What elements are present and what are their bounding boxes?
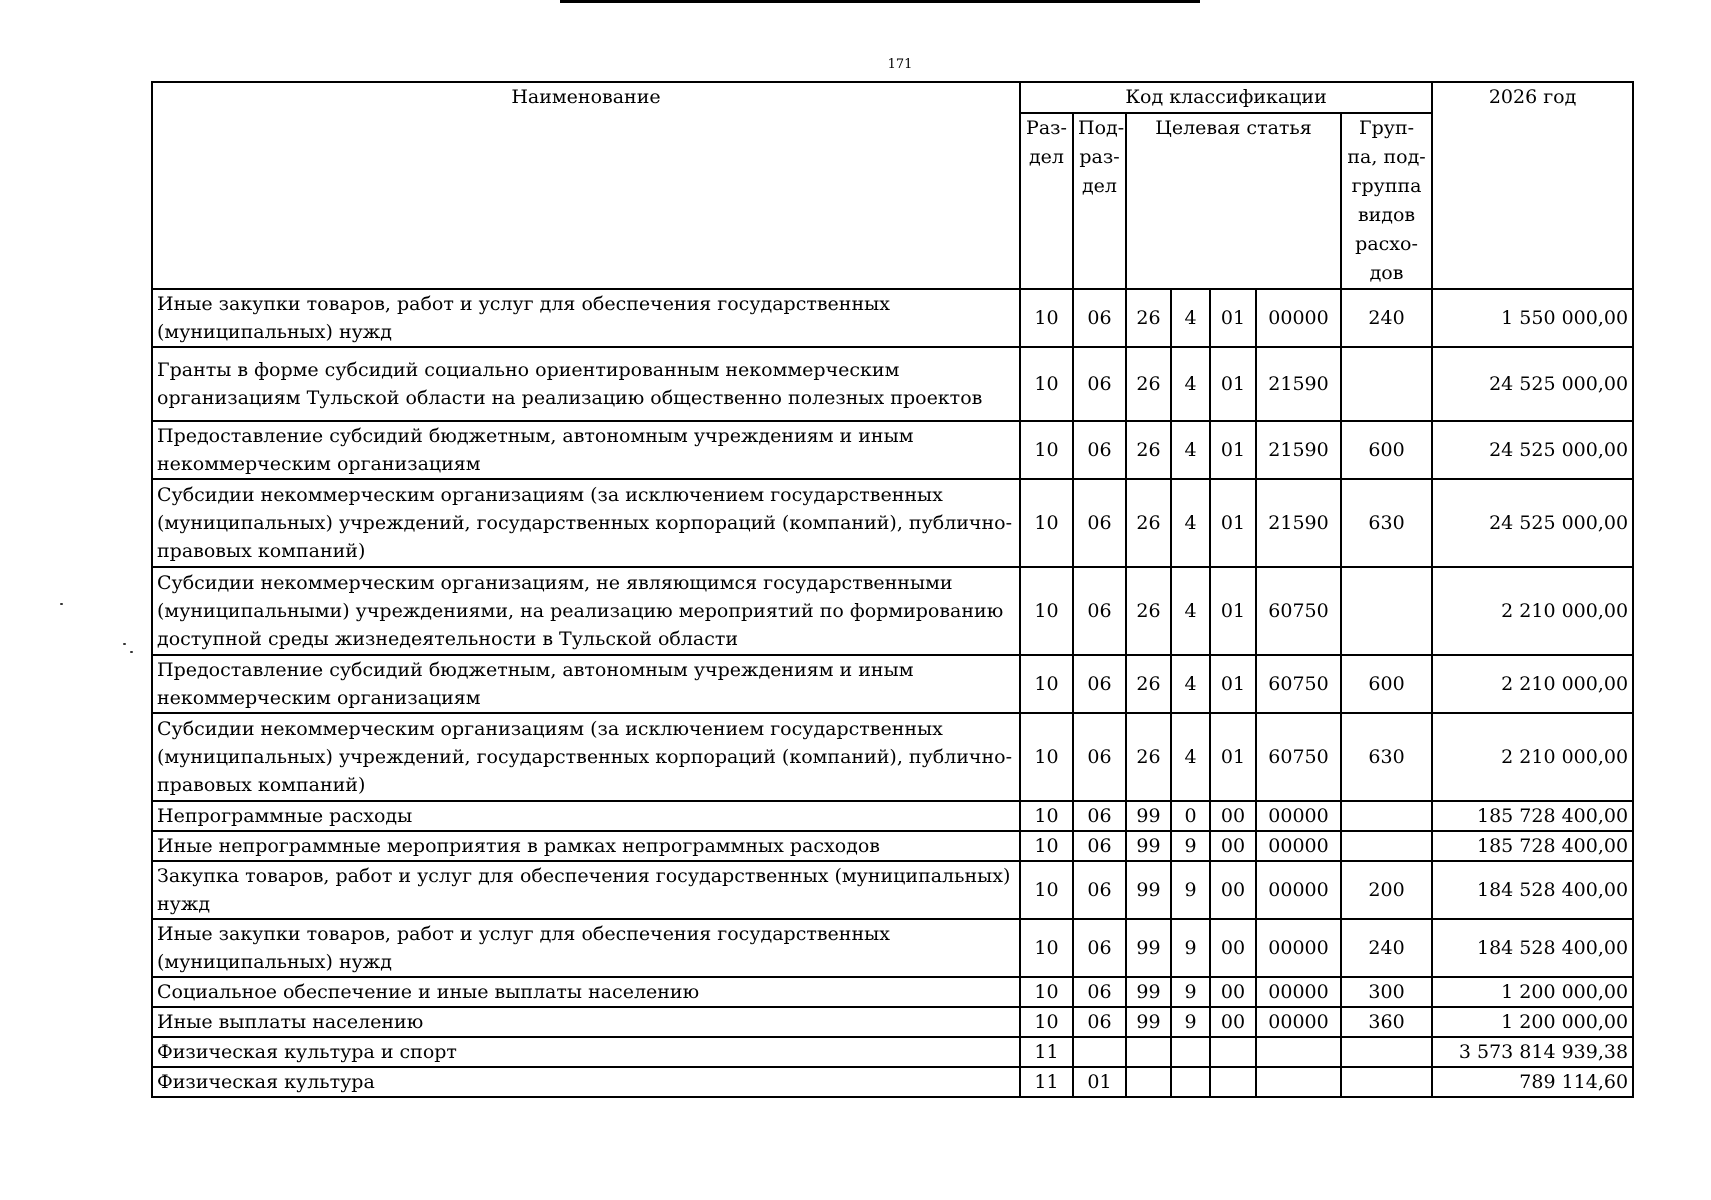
scan-speck: [60, 603, 63, 605]
row-target-program-cell: 99: [1126, 977, 1171, 1007]
row-target-type-cell: 4: [1171, 347, 1210, 421]
row-podrazdel-cell: 06: [1073, 713, 1126, 801]
table-row: [152, 1007, 1633, 1037]
row-target-direction-cell: [1256, 1067, 1341, 1097]
row-amount-cell: 184 528 400,00: [1432, 861, 1633, 919]
row-expense-group-cell: [1341, 1067, 1432, 1097]
row-target-subprogram-cell: 00: [1210, 919, 1256, 977]
row-razdel-cell: 10: [1020, 801, 1073, 831]
row-razdel-cell: 10: [1020, 861, 1073, 919]
row-podrazdel-cell: 06: [1073, 861, 1126, 919]
row-target-subprogram-cell: 00: [1210, 861, 1256, 919]
row-expense-group-cell: [1341, 831, 1432, 861]
row-target-direction-cell: 60750: [1256, 567, 1341, 655]
row-expense-group-cell: 600: [1341, 655, 1432, 713]
row-name-cell: Иные закупки товаров, работ и услуг для обеспечения государственных (муниципальных) нужд: [152, 919, 1020, 977]
header-year: 2026 год: [1432, 82, 1633, 289]
row-target-direction-cell: 00000: [1256, 977, 1341, 1007]
row-podrazdel-cell: 06: [1073, 421, 1126, 479]
row-expense-group-cell: [1341, 347, 1432, 421]
row-target-type-cell: 9: [1171, 831, 1210, 861]
table-row: [152, 567, 1633, 655]
row-podrazdel-cell: 06: [1073, 831, 1126, 861]
row-podrazdel-cell: 06: [1073, 655, 1126, 713]
row-podrazdel-cell: 06: [1073, 567, 1126, 655]
row-name-cell: Предоставление субсидий бюджетным, автономным учреждениям и иным некоммерческим организациям: [152, 655, 1020, 713]
row-target-direction-cell: 00000: [1256, 289, 1341, 347]
row-razdel-cell: 10: [1020, 831, 1073, 861]
row-amount-cell: 185 728 400,00: [1432, 831, 1633, 861]
row-target-direction-cell: 21590: [1256, 479, 1341, 567]
row-target-program-cell: 26: [1126, 655, 1171, 713]
row-amount-cell: 2 210 000,00: [1432, 713, 1633, 801]
row-podrazdel-cell: 06: [1073, 1007, 1126, 1037]
row-name-cell: Физическая культура и спорт: [152, 1037, 1020, 1067]
row-name-cell: Иные закупки товаров, работ и услуг для обеспечения государственных (муниципальных) нужд: [152, 289, 1020, 347]
row-expense-group-cell: 200: [1341, 861, 1432, 919]
row-razdel-cell: 10: [1020, 713, 1073, 801]
row-razdel-cell: 11: [1020, 1067, 1073, 1097]
row-target-type-cell: 9: [1171, 919, 1210, 977]
row-target-subprogram-cell: 01: [1210, 655, 1256, 713]
row-razdel-cell: 10: [1020, 421, 1073, 479]
row-target-type-cell: [1171, 1067, 1210, 1097]
row-target-type-cell: 0: [1171, 801, 1210, 831]
row-amount-cell: 185 728 400,00: [1432, 801, 1633, 831]
row-target-program-cell: 99: [1126, 919, 1171, 977]
row-expense-group-cell: 240: [1341, 289, 1432, 347]
table-row: [152, 347, 1633, 421]
row-razdel-cell: 10: [1020, 919, 1073, 977]
row-target-program-cell: 26: [1126, 421, 1171, 479]
top-edge-rule: [560, 0, 1200, 3]
header-podrazdel-label: Под- раз- дел: [1078, 117, 1125, 197]
row-target-program-cell: 26: [1126, 713, 1171, 801]
row-podrazdel-cell: 06: [1073, 977, 1126, 1007]
scan-speck: [123, 643, 126, 645]
row-target-direction-cell: 21590: [1256, 347, 1341, 421]
row-amount-cell: 789 114,60: [1432, 1067, 1633, 1097]
row-podrazdel-cell: [1073, 1037, 1126, 1067]
row-target-program-cell: 26: [1126, 479, 1171, 567]
row-target-direction-cell: [1256, 1037, 1341, 1067]
row-name-cell: Закупка товаров, работ и услуг для обеспечения государственных (муниципальных) нужд: [152, 861, 1020, 919]
row-target-direction-cell: 00000: [1256, 861, 1341, 919]
row-razdel-cell: 10: [1020, 479, 1073, 567]
row-amount-cell: 3 573 814 939,38: [1432, 1037, 1633, 1067]
row-target-type-cell: 4: [1171, 567, 1210, 655]
row-expense-group-cell: [1341, 1037, 1432, 1067]
row-name-cell: Иные непрограммные мероприятия в рамках непрограммных расходов: [152, 831, 1020, 861]
row-target-program-cell: [1126, 1067, 1171, 1097]
row-target-program-cell: [1126, 1037, 1171, 1067]
row-target-subprogram-cell: [1210, 1037, 1256, 1067]
row-target-type-cell: 4: [1171, 289, 1210, 347]
row-target-direction-cell: 60750: [1256, 713, 1341, 801]
row-target-subprogram-cell: 01: [1210, 421, 1256, 479]
row-target-program-cell: 26: [1126, 567, 1171, 655]
row-target-type-cell: 4: [1171, 713, 1210, 801]
row-target-program-cell: 99: [1126, 831, 1171, 861]
row-target-type-cell: 9: [1171, 861, 1210, 919]
row-target-program-cell: 99: [1126, 1007, 1171, 1037]
row-name-cell: Субсидии некоммерческим организациям (за исключением государственных (муниципальных) учреждений, государственных корпораций (компаний), публично-правовых компаний): [152, 479, 1020, 567]
header-classification-code: Код классификации: [1020, 82, 1432, 113]
table-row: [152, 421, 1633, 479]
row-razdel-cell: 10: [1020, 289, 1073, 347]
row-target-direction-cell: 00000: [1256, 1007, 1341, 1037]
row-expense-group-cell: 630: [1341, 479, 1432, 567]
row-target-direction-cell: 21590: [1256, 421, 1341, 479]
table-row: [152, 919, 1633, 977]
row-amount-cell: 24 525 000,00: [1432, 479, 1633, 567]
row-expense-group-cell: [1341, 567, 1432, 655]
row-podrazdel-cell: 06: [1073, 289, 1126, 347]
table-row: [152, 289, 1633, 347]
row-name-cell: Субсидии некоммерческим организациям (за исключением государственных (муниципальных) учреждений, государственных корпораций (компаний), публично-правовых компаний): [152, 713, 1020, 801]
page-number: 171: [887, 57, 913, 72]
row-target-type-cell: [1171, 1037, 1210, 1067]
row-target-type-cell: 4: [1171, 479, 1210, 567]
header-razdel: [1020, 113, 1073, 289]
row-podrazdel-cell: 06: [1073, 919, 1126, 977]
row-target-subprogram-cell: 00: [1210, 977, 1256, 1007]
table-header: [152, 82, 1633, 289]
row-target-program-cell: 26: [1126, 289, 1171, 347]
row-amount-cell: 2 210 000,00: [1432, 655, 1633, 713]
row-target-subprogram-cell: 00: [1210, 1007, 1256, 1037]
header-razdel-label: Раз- дел: [1026, 117, 1067, 168]
row-expense-group-cell: 600: [1341, 421, 1432, 479]
row-name-cell: Непрограммные расходы: [152, 801, 1020, 831]
row-razdel-cell: 10: [1020, 977, 1073, 1007]
row-razdel-cell: 10: [1020, 655, 1073, 713]
row-amount-cell: 1 200 000,00: [1432, 1007, 1633, 1037]
row-target-subprogram-cell: 01: [1210, 567, 1256, 655]
table-row: [152, 479, 1633, 567]
table-row: [152, 831, 1633, 861]
table-row: [152, 1067, 1633, 1097]
row-target-direction-cell: 00000: [1256, 831, 1341, 861]
row-amount-cell: 2 210 000,00: [1432, 567, 1633, 655]
row-target-subprogram-cell: 01: [1210, 347, 1256, 421]
row-target-subprogram-cell: 01: [1210, 713, 1256, 801]
scan-speck: [130, 651, 133, 653]
row-target-subprogram-cell: 01: [1210, 479, 1256, 567]
row-amount-cell: 1 550 000,00: [1432, 289, 1633, 347]
row-razdel-cell: 10: [1020, 567, 1073, 655]
table-row: [152, 713, 1633, 801]
table-row: [152, 861, 1633, 919]
row-target-program-cell: 99: [1126, 861, 1171, 919]
row-razdel-cell: 10: [1020, 1007, 1073, 1037]
header-name: Наименование: [152, 82, 1020, 289]
row-name-cell: Предоставление субсидий бюджетным, автономным учреждениям и иным некоммерческим организациям: [152, 421, 1020, 479]
row-expense-group-cell: 240: [1341, 919, 1432, 977]
table-row: [152, 801, 1633, 831]
header-podrazdel: [1073, 113, 1126, 289]
table-row: [152, 977, 1633, 1007]
row-target-type-cell: 4: [1171, 421, 1210, 479]
row-target-type-cell: 9: [1171, 977, 1210, 1007]
row-podrazdel-cell: 06: [1073, 347, 1126, 421]
row-podrazdel-cell: 06: [1073, 479, 1126, 567]
row-target-program-cell: 99: [1126, 801, 1171, 831]
row-expense-group-cell: [1341, 801, 1432, 831]
row-name-cell: Субсидии некоммерческим организациям, не являющимся государственными (муниципальными) учреждениями, на реализацию мероприятий по формированию доступной среды жизнедеятельности в Тульской области: [152, 567, 1020, 655]
row-target-subprogram-cell: 01: [1210, 289, 1256, 347]
row-name-cell: Иные выплаты населению: [152, 1007, 1020, 1037]
header-target-article: Целевая статья: [1126, 113, 1341, 289]
row-target-direction-cell: 60750: [1256, 655, 1341, 713]
row-amount-cell: 24 525 000,00: [1432, 421, 1633, 479]
row-target-subprogram-cell: [1210, 1067, 1256, 1097]
table-body: [152, 289, 1633, 1097]
row-amount-cell: 1 200 000,00: [1432, 977, 1633, 1007]
row-podrazdel-cell: 06: [1073, 801, 1126, 831]
row-target-direction-cell: 00000: [1256, 801, 1341, 831]
row-target-subprogram-cell: 00: [1210, 831, 1256, 861]
table-row: [152, 655, 1633, 713]
table-row: [152, 1037, 1633, 1067]
row-target-type-cell: 4: [1171, 655, 1210, 713]
row-name-cell: Гранты в форме субсидий социально ориентированным некоммерческим организациям Тульской области на реализацию общественно полезных проектов: [152, 347, 1020, 421]
row-amount-cell: 184 528 400,00: [1432, 919, 1633, 977]
row-name-cell: Социальное обеспечение и иные выплаты населению: [152, 977, 1020, 1007]
row-expense-group-cell: 630: [1341, 713, 1432, 801]
header-expense-group-label: Груп- па, под- группа видов расхо- дов: [1347, 117, 1426, 284]
row-razdel-cell: 11: [1020, 1037, 1073, 1067]
header-expense-group: [1341, 113, 1432, 289]
row-expense-group-cell: 360: [1341, 1007, 1432, 1037]
row-target-subprogram-cell: 00: [1210, 801, 1256, 831]
row-name-cell: Физическая культура: [152, 1067, 1020, 1097]
row-amount-cell: 24 525 000,00: [1432, 347, 1633, 421]
budget-table: [151, 81, 1634, 1098]
row-target-type-cell: 9: [1171, 1007, 1210, 1037]
row-target-direction-cell: 00000: [1256, 919, 1341, 977]
row-razdel-cell: 10: [1020, 347, 1073, 421]
row-expense-group-cell: 300: [1341, 977, 1432, 1007]
row-target-program-cell: 26: [1126, 347, 1171, 421]
row-podrazdel-cell: 01: [1073, 1067, 1126, 1097]
